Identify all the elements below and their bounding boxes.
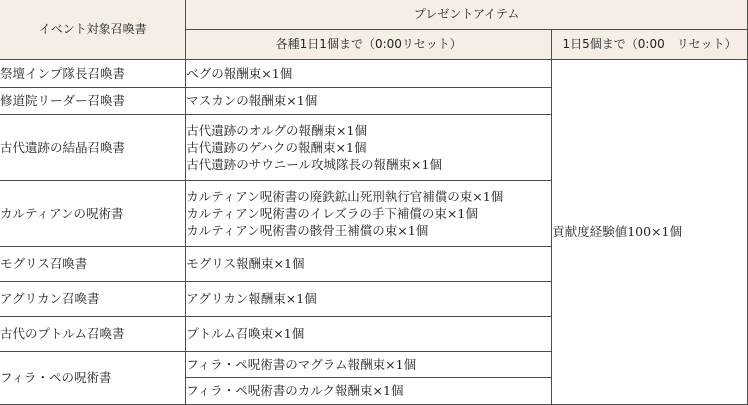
present-items [186, 351, 552, 377]
present-item: カルティアン呪術書の廃鉄鉱山死刑執行官補償の束×1個 [186, 188, 504, 204]
present-item: アグリカン報酬束×1個 [186, 291, 317, 306]
extra-reward: 貢献度経験値100×1個 [552, 59, 748, 404]
present-items [186, 87, 552, 114]
daily-each-subheader: 各種1日1個まで（0:00リセット） [186, 29, 552, 59]
event-name: アグリカン召喚書 [0, 281, 186, 316]
event-name: カルティアンの呪術書 [0, 180, 186, 246]
present-item: フィラ・ペ呪術書のマグラム報酬束×1個 [186, 356, 417, 372]
present-item: モグリス報酬束×1個 [186, 256, 305, 271]
event-name: 祭壇インプ隊長召喚書 [0, 59, 186, 87]
event-name: 修道院リーダー召喚書 [0, 87, 186, 114]
event-name: モグリス召喚書 [0, 246, 186, 281]
present-item: 古代遺跡のゲハクの報酬束×1個 [186, 139, 367, 155]
present-item: カルティアン呪術書のイレズラの手下補償の束×1個 [186, 205, 478, 221]
event-column-header: イベント対象召喚書 [0, 0, 186, 59]
present-item: 古代遺跡のサウニール攻城隊長の報酬束×1個 [186, 156, 442, 172]
present-item: フィラ・ペ呪術書のカルク報酬束×1個 [186, 383, 404, 398]
event-name: フィラ・ペの呪術書 [0, 351, 186, 404]
present-item: カルティアン呪術書の骸骨王補償の束×1個 [186, 222, 429, 238]
present-items [186, 59, 552, 87]
present-items [186, 316, 552, 351]
present-items [186, 281, 552, 316]
daily-five-subheader: 1日5個まで（0:00 リセット） [552, 29, 748, 59]
table-row [0, 59, 748, 87]
present-items [186, 246, 552, 281]
present-item: 古代遺跡のオルグの報酬束×1個 [186, 122, 367, 138]
present-items [186, 377, 552, 404]
present-item: プトルム召喚束×1個 [186, 326, 305, 341]
present-items [186, 180, 552, 246]
event-name: 古代遺跡の結晶召喚書 [0, 114, 186, 180]
present-items [186, 114, 552, 180]
present-item: マスカンの報酬束×1個 [186, 93, 318, 108]
present-item: ベグの報酬束×1個 [186, 65, 293, 81]
present-column-header: プレゼントアイテム [186, 0, 748, 29]
event-name: 古代のプトルム召喚書 [0, 316, 186, 351]
